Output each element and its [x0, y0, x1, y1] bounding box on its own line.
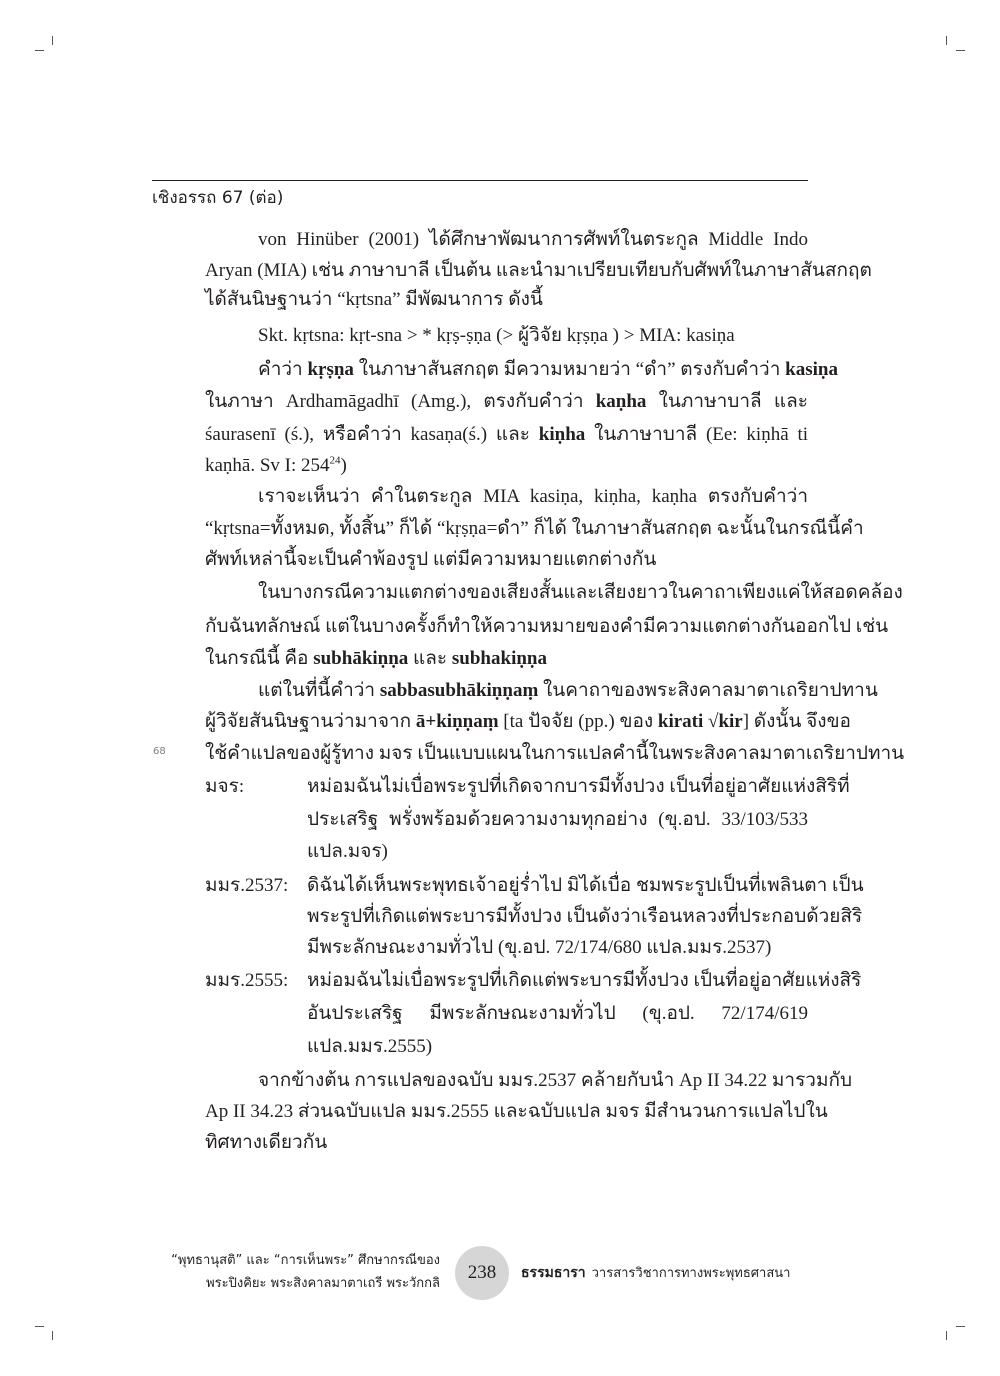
text-run: Skt. kṛtsna: kṛt-sna > * kṛṣ-ṣṇa (> ผู้วิจัย kṛṣṇa ) > MIA: kasiṇa	[258, 325, 735, 346]
text-run: Aryan (MIA) เช่น ภาษาบาลี เป็นต้น และนำมาเปรียบเทียบกับศัพท์ในภาษาสันสกฤต	[205, 260, 872, 281]
text-run: ] ดังนั้น จึงขอ	[742, 711, 851, 732]
translation-line	[307, 838, 808, 866]
body-line	[205, 452, 808, 480]
text-run: ในภาษาสันสกฤต มีความหมายว่า “ดำ” ตรงกับคำว่า	[353, 359, 786, 380]
text-run: ประเสริฐ พรั่งพร้อมด้วยความงามทุกอย่าง (ขุ.อป. 33/103/533	[307, 809, 808, 830]
text-run: แปล.มมร.2555)	[307, 1036, 433, 1057]
body-line	[258, 677, 878, 705]
text-run: เราจะเห็นว่า คำในตระกูล MIA kasiṇa, kiṇha, kaṇha ตรงกับคำว่า	[258, 486, 808, 507]
body-line	[205, 257, 872, 285]
body-line	[205, 740, 905, 768]
text-run: ศัพท์เหล่านี้จะเป็นคำพ้องรูป แต่มีความหมายแตกต่างกัน	[205, 549, 657, 570]
bold-term: ā+kiṇṇaṃ	[415, 711, 499, 732]
text-run: ได้สันนิษฐานว่า “kṛtsna” มีพัฒนาการ ดังนี้	[205, 289, 543, 310]
translation-label: มมร.2537:	[205, 875, 289, 896]
text-run: และ	[408, 648, 452, 669]
crop-mark	[35, 50, 44, 51]
text-run: von Hinüber (2001) ได้ศึกษาพัฒนาการศัพท์ในตระกูล Middle Indo	[258, 229, 808, 250]
bold-term: kiṇha	[538, 424, 586, 445]
translation-line	[307, 806, 808, 834]
bold-term: subhakiṇṇa	[451, 648, 547, 669]
body-line	[205, 1098, 828, 1126]
body-line	[205, 546, 808, 574]
body-line	[205, 645, 808, 673]
journal-title	[521, 1262, 790, 1285]
journal-subtitle: วารสารวิชาการทางพระพุทธศาสนา	[591, 1266, 791, 1281]
body-line	[258, 579, 903, 607]
journal-name: ธรรมธารา	[521, 1265, 586, 1281]
page-number: 238	[467, 1262, 497, 1283]
body-line	[258, 226, 808, 254]
text-run: kaṇhā. Sv I: 254	[205, 455, 330, 476]
bold-term: kṛṣṇa	[307, 359, 354, 380]
translation-line	[307, 773, 850, 801]
text-run: ในภาษาบาลี (Ee: kiṇhā ti	[585, 424, 808, 445]
translation-line	[307, 934, 808, 962]
crop-mark	[35, 1326, 44, 1327]
text-run: Ap II 34.23 ส่วนฉบับแปล มมร.2555 และฉบับแปล มจร มีสำนวนการแปลไปใน	[205, 1101, 828, 1122]
footnote-reference: 24	[329, 454, 341, 467]
crop-mark	[956, 1326, 965, 1327]
bold-term: kirati √kir	[657, 711, 743, 732]
body-line	[205, 708, 851, 736]
translation-line	[307, 872, 864, 900]
text-run: มีพระลักษณะงามทั่วไป (ขุ.อป. 72/174/680 แปล.มมร.2537)	[307, 937, 772, 958]
translation-label: มมร.2555:	[205, 970, 289, 991]
running-title-line: พระปิงคิยะ พระสิงคาลมาตาเถรี พระวักกลิ	[206, 1276, 440, 1291]
translation-line	[307, 967, 862, 995]
header-rule	[152, 180, 808, 181]
text-run: )	[340, 455, 347, 476]
text-run: śaurasenī (ś.), หรือคำว่า kasaṇa(ś.) และ	[205, 424, 539, 445]
crop-mark	[52, 36, 53, 45]
body-line	[258, 1067, 853, 1095]
body-line	[205, 388, 808, 416]
running-article-title	[140, 1249, 440, 1295]
text-run: พระรูปที่เกิดแต่พระบารมีทั้งปวง เป็นดังว่าเรือนหลวงที่ประกอบด้วยสิริ	[307, 906, 863, 927]
text-run: ผู้วิจัยสันนิษฐานว่ามาจาก	[205, 711, 416, 732]
text-run: หม่อมฉันไม่เบื่อพระรูปที่เกิดจากบารมีทั้งปวง เป็นที่อยู่อาศัยแห่งสิริที่	[307, 776, 850, 797]
bold-term: sabbasubhākiṇṇaṃ	[379, 680, 539, 701]
crop-mark	[52, 1331, 53, 1340]
text-run: อันประเสริฐ มีพระลักษณะงามทั่วไป (ขุ.อป. 72/174/619	[307, 1003, 808, 1024]
text-run: ในกรณีนี้ คือ	[205, 648, 314, 669]
bold-term: kaṇha	[595, 391, 647, 412]
body-line	[205, 515, 864, 543]
text-run: กับฉันทลักษณ์ แต่ในบางครั้งก็ทำให้ความหมายของคำมีความแตกต่างกันออกไป เช่น	[205, 616, 889, 637]
body-line	[205, 613, 889, 641]
text-run: ทิศทางเดียวกัน	[205, 1132, 328, 1153]
running-title-line: “พุทธานุสติ” และ “การเห็นพระ” ศึกษากรณีของ	[171, 1253, 440, 1268]
bold-term: kasiṇa	[785, 359, 838, 380]
footnote-continuation-heading: เชิงอรรถ 67 (ต่อ)	[152, 188, 284, 208]
text-run: ในภาษา Ardhamāgadhī (Amg.), ตรงกับคำว่า	[205, 391, 596, 412]
page-number-badge	[455, 1246, 509, 1300]
body-line	[205, 421, 808, 449]
text-run: ดิฉันได้เห็นพระพุทธเจ้าอยู่ร่ำไป มิได้เบื่อ ชมพระรูปเป็นที่เพลินตา เป็น	[307, 875, 864, 896]
crop-mark	[946, 36, 947, 45]
body-line	[205, 286, 808, 314]
translation-line	[307, 1033, 808, 1061]
text-run: ใช้คำแปลของผู้รู้ทาง มจร เป็นแบบแผนในการแปลคำนี้ในพระสิงคาลมาตาเถริยาปทาน	[205, 743, 905, 764]
body-line	[258, 322, 808, 350]
bold-term: subhākiṇṇa	[313, 648, 409, 669]
body-line	[258, 483, 808, 511]
translation-line	[307, 1000, 808, 1028]
text-run: จากข้างต้น การแปลของฉบับ มมร.2537 คล้ายกับนำ Ap II 34.22 มารวมกับ	[258, 1070, 853, 1091]
text-run: ในบางกรณีความแตกต่างของเสียงสั้นและเสียงยาวในคาถาเพียงแค่ให้สอดคล้อง	[258, 582, 903, 603]
text-run: ในภาษาบาลี และ	[646, 391, 808, 412]
side-page-number: 68	[153, 746, 166, 757]
crop-mark	[946, 1331, 947, 1340]
text-run: “kṛtsna=ทั้งหมด, ทั้งสิ้น” ก็ได้ “kṛṣṇa=ดำ” ก็ได้ ในภาษาสันสกฤต ฉะนั้นในกรณีนี้คำ	[205, 518, 864, 539]
body-line	[258, 356, 838, 384]
crop-mark	[956, 50, 965, 51]
translation-label: มจร:	[205, 776, 245, 797]
body-line	[205, 1129, 808, 1157]
translation-line	[307, 903, 863, 931]
text-run: แต่ในที่นี้คำว่า	[258, 680, 380, 701]
text-run: [ta ปัจจัย (pp.) ของ	[498, 711, 658, 732]
text-run: คำว่า	[258, 359, 308, 380]
text-run: ในคาถาของพระสิงคาลมาตาเถริยาปทาน	[538, 680, 878, 701]
text-run: แปล.มจร)	[307, 841, 388, 862]
text-run: หม่อมฉันไม่เบื่อพระรูปที่เกิดแต่พระบารมีทั้งปวง เป็นที่อยู่อาศัยแห่งสิริ	[307, 970, 862, 991]
